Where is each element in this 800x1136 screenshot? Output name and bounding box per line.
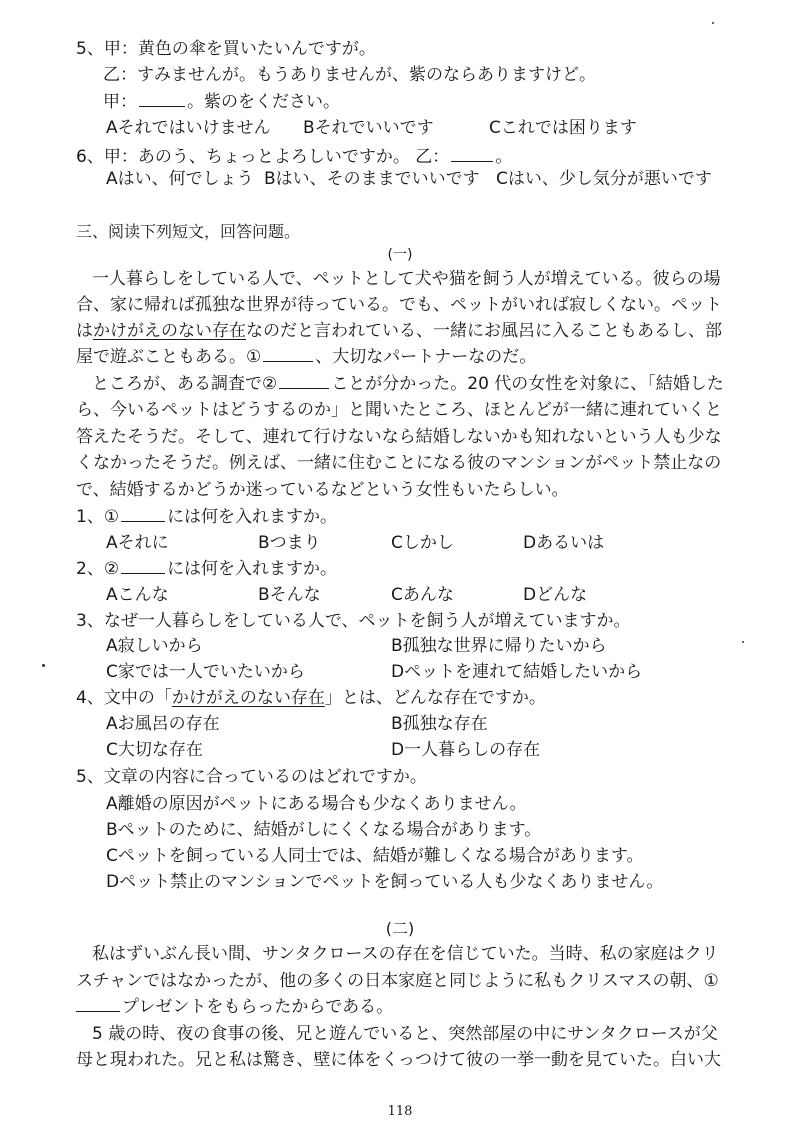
part1-paragraph1-line2: 合、家に帰れば孤独な世界が待っている。でも、ペットがいれば寂しくない。ペット [76, 295, 722, 315]
q3-option-c: C家では一人でいたいから [106, 662, 305, 682]
part2-paragraph1-line3-post: プレゼントをもらったからである。 [122, 997, 394, 1017]
q5-option-a: A離婚の原因がペットにある場合も少なくありません。 [106, 794, 527, 814]
part2-paragraph2-line2: 母と現われた。兄と私は驚き、壁に体をくっつけて彼の一挙一動を見ていた。白い大 [76, 1050, 721, 1070]
part2-paragraph1-line3 [76, 996, 393, 1018]
question-2 [76, 558, 337, 580]
q4-option-a: Aお風呂の存在 [106, 714, 220, 734]
part1-paragraph1-line3-post: なのだと言われている、一緒にお風呂に入ることもあるし、部 [246, 321, 722, 341]
question-5: 5、文章の内容に合っているのはどれですか。 [76, 767, 427, 787]
question-3: 3、なぜ一人暮らしをしている人で、ペットを飼う人が増えていますか。 [76, 611, 631, 631]
part1-paragraph1-line1: 一人暮らしをしている人で、ペットとして犬や猫を飼う人が増えている。彼らの場 [92, 269, 721, 289]
part2-paragraph1-line1: 私はずいぶん長い間、サンタクロースの存在を信じていた。当時、私の家庭はクリ [92, 944, 719, 964]
question-1 [76, 506, 337, 528]
q1-option-d: Dあるいは [523, 533, 605, 553]
dialog-q5-option-b: Bそれでいいです [303, 118, 434, 138]
dialog-q5-option-a: Aそれではいけません [106, 118, 271, 138]
part1-paragraph2-line3: 答えたそうだ。そして、連れて行けないなら結婚しないかも知れないという人も少な [76, 427, 722, 447]
part1-paragraph2-line1-post: ことが分かった。20 代の女性を対象に、「結婚した [331, 374, 724, 394]
part1-paragraph2-line4: くなかったそうだ。例えば、一緒に住むことになる彼のマンションがペット禁止なの [76, 453, 722, 473]
q1-option-c: Cしかし [391, 533, 454, 553]
dialog-q5-line-c [103, 91, 340, 113]
page-number: 118 [387, 1104, 413, 1119]
q2-option-c: Cあんな [391, 585, 454, 605]
part2-paragraph2-line1: 5 歳の時、夜の食事の後、兄と遊んでいると、突然部屋の中にサンタクロースが父 [92, 1024, 718, 1044]
q5-option-c: Cペットを飼っている人同士では、結婚が難しくなる場合があります。 [106, 846, 644, 866]
dialog-q5-line-b: 乙：すみませんが。もうありませんが、紫のならありますけど。 [103, 65, 596, 85]
scan-speck [742, 641, 744, 643]
answer-blank [451, 146, 493, 162]
q1-option-b: Bつまり [258, 533, 321, 553]
scan-speck [42, 664, 45, 667]
q1-option-a: Aそれに [106, 533, 169, 553]
underlined-phrase: かけがえのない存在 [171, 688, 325, 708]
part1-paragraph2-line5: で、結婚するかどうか迷っているなどという女性もいたらしい。 [76, 480, 569, 500]
answer-blank [121, 506, 165, 522]
q4-option-b: B孤独な存在 [391, 714, 488, 734]
blank-1 [263, 346, 313, 362]
dialog-q5-line-c-post: 。紫のをください。 [187, 92, 340, 112]
section-heading: 三、阅读下列短文，回答问题。 [76, 222, 301, 241]
question-4-post: 」とは、どんな存在ですか。 [324, 688, 546, 708]
part1-paragraph1-line4-post: 、大切なパートナーなのだ。 [315, 347, 537, 367]
dialog-q5-line-a: 5、甲：黄色の傘を買いたいんですが。 [76, 39, 376, 59]
question-1-pre: 1、① [76, 507, 120, 527]
dialog-q6-line-a [76, 146, 512, 168]
q2-option-a: Aこんな [106, 585, 169, 605]
part1-paragraph1-line4 [76, 346, 536, 368]
q3-option-b: B孤独な世界に帰りたいから [391, 636, 607, 656]
part1-paragraph2-line1 [92, 373, 724, 395]
q5-option-b: Bペットのために、結婚がしにくくなる場合があります。 [106, 820, 542, 840]
part2-label: (二) [385, 919, 415, 938]
part1-paragraph1-line4-pre: 屋で遊ぶこともある。① [76, 347, 262, 367]
blank-2 [279, 373, 329, 389]
dialog-q6-line-a-pre: 6、甲：あのう、ちょっとよろしいですか。 乙： [76, 147, 450, 167]
underlined-phrase: かけがえのない存在 [93, 321, 246, 341]
q5-option-d: Dペット禁止のマンションでペットを飼っている人も少なくありません。 [106, 872, 664, 892]
scan-speck [712, 22, 714, 24]
part2-paragraph1-line2: スチャンではなかったが、他の多くの日本家庭と同じように私もクリスマスの朝、① [76, 971, 719, 991]
q4-option-d: D一人暮らしの存在 [391, 740, 541, 760]
question-4 [76, 687, 546, 709]
q3-option-d: Dペットを連れて結婚したいから [391, 662, 643, 682]
question-2-post: には何を入れますか。 [167, 559, 338, 579]
question-2-pre: 2、② [76, 559, 120, 579]
dialog-q6-option-a: Aはい、何でしょう [106, 169, 254, 189]
answer-blank [139, 91, 185, 107]
dialog-q5-option-c: Cこれでは困ります [489, 118, 637, 138]
dialog-q6-option-b: Bはい、そのままでいいです [264, 169, 480, 189]
q2-option-d: Dどんな [523, 585, 588, 605]
q4-option-c: C大切な存在 [106, 740, 203, 760]
part1-label: (一) [387, 247, 413, 263]
question-4-pre: 4、文中の「 [76, 688, 172, 708]
part1-paragraph2-line1-pre: ところが、ある調査で② [92, 374, 278, 394]
dialog-q6-option-c: Cはい、少し気分が悪いです [496, 169, 712, 189]
blank-1 [76, 996, 120, 1012]
dialog-q5-line-c-pre: 甲： [103, 92, 137, 112]
part1-paragraph1-line3-pre: は [76, 321, 93, 341]
question-1-post: には何を入れますか。 [167, 507, 338, 527]
part1-paragraph2-line2: ら、今いるペットはどうするのか」と聞いたところ、ほとんどが一緒に連れていくと [76, 400, 722, 420]
q2-option-b: Bそんな [258, 585, 321, 605]
dialog-q6-line-a-post: 。 [495, 147, 513, 167]
answer-blank [121, 558, 165, 574]
part1-paragraph1-line3 [76, 320, 722, 342]
q3-option-a: A寂しいから [106, 636, 203, 656]
